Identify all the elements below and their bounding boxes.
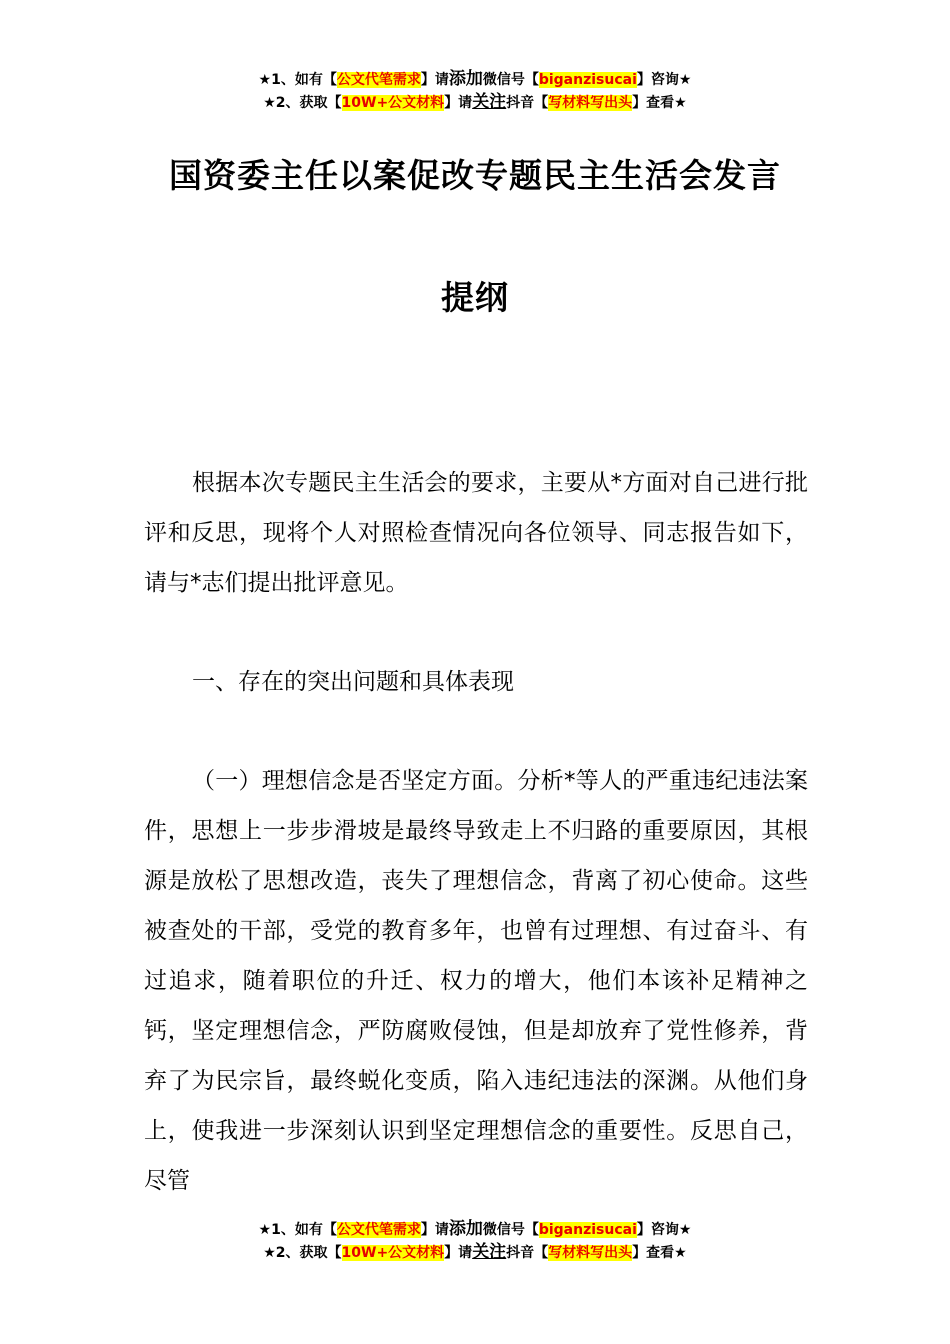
- douyin-account: 写材料写出头: [548, 1245, 633, 1261]
- banner-highlight: 10W+公文材料: [341, 1245, 445, 1261]
- banner-text: 】请: [420, 1222, 449, 1238]
- document-title-continued: 提纲: [441, 278, 509, 317]
- banner-text: 】请: [444, 1245, 473, 1261]
- banner-text: 】咨询★: [636, 72, 692, 88]
- banner-text: ★2、获取【: [263, 95, 342, 111]
- body-paragraph: （一）理想信念是否坚定方面。分析*等人的严重违纪违法案件，思想上一步步滑坡是最终导致走上不归路的重要原因，其根源是放松了思想改造，丧失了理想信念，背离了初心使命。这些被查处的干部，受党的教育多年，也曾有过理想、有过奋斗、有过追求，随着职位的升迁、权力的增大，他们本该补足精神之钙，坚定理想信念，严防腐败侵蚀，但是却放弃了党性修养，背弃了为民宗旨，最终蜕化变质，陷入违纪违法的深渊。从他们身上，使我进一步深刻认识到坚定理想信念的重要性。反思自己，尽管: [144, 768, 808, 1194]
- banner-text: ★1、如有【: [258, 1222, 337, 1238]
- banner-highlight: 10W+公文材料: [341, 95, 445, 111]
- banner-text: 添加: [448, 69, 483, 89]
- banner-text: 微信号【: [482, 1222, 539, 1238]
- banner-text: 】咨询★: [636, 1222, 692, 1238]
- section-heading: 一、存在的突出问题和具体表现: [192, 669, 514, 695]
- intro-paragraph: 根据本次专题民主生活会的要求，主要从*方面对自己进行批评和反思，现将个人对照检查情况向各位领导、同志报告如下，请与*志们提出批评意见。: [144, 470, 808, 596]
- banner-line-2: [0, 91, 950, 114]
- banner-text: 】查看★: [632, 1245, 687, 1261]
- banner-line-2: [0, 1241, 950, 1264]
- banner-text: ★2、获取【: [263, 1245, 342, 1261]
- banner-highlight: 公文代笔需求: [336, 72, 421, 88]
- banner-text: 】请: [444, 95, 473, 111]
- wechat-id: biganzisucai: [538, 1222, 637, 1238]
- wechat-id: biganzisucai: [538, 72, 637, 88]
- document-title: 国资委主任以案促改专题民主生活会发言: [169, 156, 781, 195]
- banner-text: 】查看★: [632, 95, 687, 111]
- banner-text: 关注: [472, 1242, 507, 1262]
- banner-text: 添加: [448, 1219, 483, 1239]
- header-banner: [0, 68, 950, 114]
- banner-text: 关注: [472, 92, 507, 112]
- banner-text: 抖音【: [506, 95, 549, 111]
- banner-line-1: [0, 1218, 950, 1241]
- banner-text: 抖音【: [506, 1245, 549, 1261]
- banner-line-1: [0, 68, 950, 91]
- footer-banner: [0, 1218, 950, 1264]
- douyin-account: 写材料写出头: [548, 95, 633, 111]
- banner-highlight: 公文代笔需求: [336, 1222, 421, 1238]
- banner-text: ★1、如有【: [258, 72, 337, 88]
- banner-text: 微信号【: [482, 72, 539, 88]
- banner-text: 】请: [420, 72, 449, 88]
